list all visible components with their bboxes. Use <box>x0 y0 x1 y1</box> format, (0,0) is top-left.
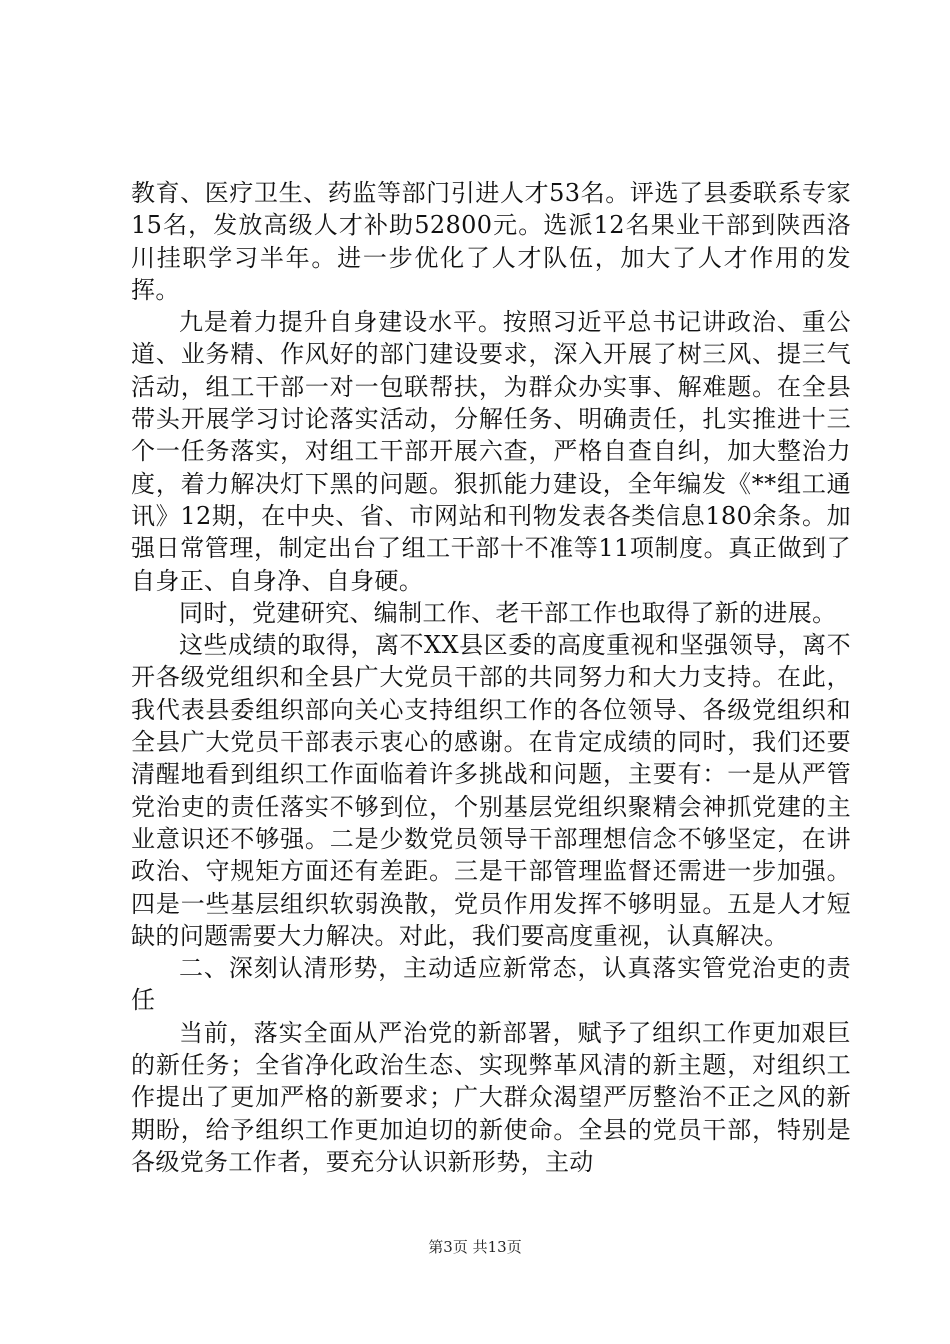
paragraph-achievements-problems: 这些成绩的取得，离不XX县区委的高度重视和坚强领导，离不开各级党组织和全县广大党员干部的共同努力和大力支持。在此，我代表县委组织部向关心支持组织工作的各位领导、各级党组织和全县广大党员干部表示衷心的感谢。在肯定成绩的同时，我们还要清醒地看到组织工作面临着许多挑战和问题，主要有：一是从严管党治吏的责任落实不够到位，个别基层党组织聚精会神抓党建的主业意识还不够强。二是少数党员领导干部理想信念不够坚定，在讲政治、守规矩方面还有差距。三是干部管理监督还需进一步加强。四是一些基层组织软弱涣散，党员作用发挥不够明显。五是人才短缺的问题需要大力解决。对此，我们要高度重视，认真解决。 <box>131 631 851 950</box>
section-heading-two: 二、深刻认清形势，主动适应新常态，认真落实管党治吏的责任 <box>131 954 851 1015</box>
paragraph-current-situation: 当前，落实全面从严治党的新部署，赋予了组织工作更加艰巨的新任务；全省净化政治生态、实现弊革风清的新主题，对组织工作提出了更加严格的新要求；广大群众渴望严厉整治不正之风的新期盼，给予组织工作更加迫切的新使命。全县的党员干部，特别是各级党务工作者，要充分认识新形势，主动 <box>131 1018 851 1176</box>
document-body <box>131 177 851 1178</box>
paragraph-talent-continued: 教育、医疗卫生、药监等部门引进人才53名。评选了县委联系专家15名，发放高级人才补助52800元。选派12名果业干部到陕西洛川挂职学习半年。进一步优化了人才队伍，加大了人才作用的发挥。 <box>131 179 851 304</box>
paragraph-self-building: 九是着力提升自身建设水平。按照习近平总书记讲政治、重公道、业务精、作风好的部门建设要求，深入开展了树三风、提三气活动，组工干部一对一包联帮扶，为群众办实事、解难题。在全县带头开展学习讨论落实活动，分解任务、明确责任，扎实推进十三个一任务落实，对组工干部开展六查，严格自查自纠，加大整治力度，着力解决灯下黑的问题。狠抓能力建设，全年编发《**组工通讯》12期，在中央、省、市网站和刊物发表各类信息180余条。加强日常管理，制定出台了组工干部十不准等11项制度。真正做到了自身正、自身净、自身硬。 <box>131 308 851 595</box>
page-number-footer: 第3页 共13页 <box>428 1238 522 1256</box>
paragraph-other-work: 同时，党建研究、编制工作、老干部工作也取得了新的进展。 <box>179 598 837 627</box>
